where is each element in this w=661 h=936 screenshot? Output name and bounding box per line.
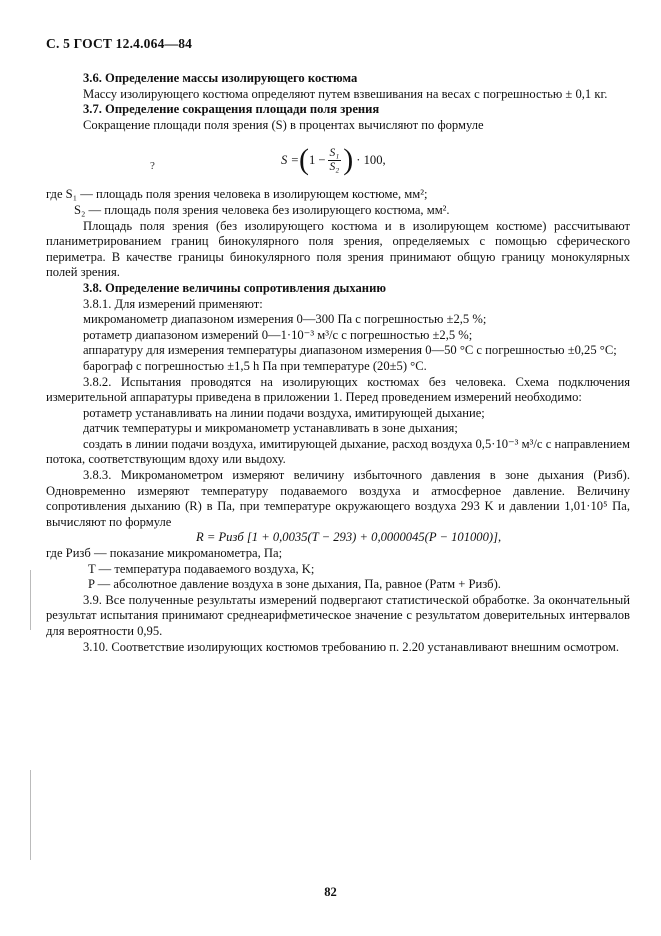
section-3-7-paragraph: Площадь поля зрения (без изолирующего костюма и в изолирующем костюме) рассчитывают планиметрированием границ бинокулярного поля зрения, определяемых с помощью сферического периметра. В качестве границы бинокулярного поля зрения принимают общую границу монокулярных полей зрения. — [46, 218, 630, 280]
formula-lhs: S = — [281, 152, 299, 167]
clause-3-8-1-a: микроманометр диапазоном измерения 0—300 Па с погрешностью ±2,5 %; — [83, 312, 487, 327]
definition-s2: S₂ — площадь поля зрения человека без изолирующего костюма, мм². — [74, 202, 450, 217]
definition-t: T — температура подаваемого воздуха, K; — [88, 561, 315, 576]
definition-s1: где S₁ — площадь поля зрения человека в изолирующем костюме, мм²; — [46, 187, 428, 202]
scan-margin-mark — [30, 570, 31, 630]
field-of-view-formula — [46, 137, 630, 185]
formula-expression — [281, 145, 386, 175]
formula-left-paren: ( — [298, 143, 309, 177]
clause-3-8-1-c: аппаратуру для измерения температуры диапазоном измерения 0—50 °С с погрешностью ±0,25 °С; — [83, 343, 617, 358]
section-3-6-text: Массу изолирующего костюма определяют путем взвешивания на весах с погрешностью ± 0,1 кг. — [83, 86, 608, 101]
resistance-formula: R = Pизб [1 + 0,0035(T − 293) + 0,0000045(P − 101000)], — [196, 530, 502, 545]
section-3-10: 3.10. Соответствие изолирующих костюмов требованию п. 2.20 устанавливают внешним осмотром. — [83, 639, 620, 654]
stray-mark: ? — [150, 160, 155, 173]
formula-fraction — [328, 147, 342, 174]
section-3-7-intro: Сокращение площади поля зрения (S) в процентах вычисляют по формуле — [83, 117, 484, 132]
clause-3-8-2-a: ротаметр устанавливать на линии подачи воздуха, имитирующей дыхание; — [83, 405, 485, 420]
document-body — [46, 71, 630, 655]
clause-3-8-3: 3.8.3. Микроманометром измеряют величину избыточного давления в зоне дыхания (Pизб). Одновременно измеряют температуру подаваемого воздуха и атмосферное давление. Величину сопротивления дыханию (R) в Па, при температуре окружающего воздуха 293 K и давлении 1,01·10⁵ Па, вычисляют по формуле — [46, 468, 630, 529]
formula-right-paren: ) — [343, 143, 354, 177]
page-number: 82 — [324, 885, 337, 899]
clause-3-8-1: 3.8.1. Для измерений применяют: — [83, 296, 263, 311]
formula-tail: · 100, — [356, 152, 386, 167]
clause-3-8-2-b: датчик температуры и микроманометр устанавливать в зоне дыхания; — [83, 421, 458, 436]
scan-margin-mark — [30, 770, 31, 860]
section-3-8-title: 3.8. Определение величины сопротивления дыханию — [83, 280, 386, 295]
page-header: С. 5 ГОСТ 12.4.064—84 — [46, 36, 193, 51]
clause-3-8-2-c: создать в линии подачи воздуха, имитирующей дыхание, расход воздуха 0,5·10⁻³ м³/с с направлением потока, соответствующим вдоху или выдоху. — [46, 436, 630, 467]
formula-one: 1 − — [308, 152, 326, 167]
clause-3-8-1-b: ротаметр диапазоном измерений 0—1·10⁻³ м³/с с погрешностью ±2,5 %; — [83, 327, 473, 342]
fraction-denominator: S₂ — [329, 160, 340, 173]
clause-3-8-2: 3.8.2. Испытания проводятся на изолирующих костюмах без человека. Схема подключения измерительной аппаратуры приведена в приложении 1. Перед проведением измерений необходимо: — [46, 374, 630, 405]
section-3-9: 3.9. Все полученные результаты измерений подвергают статистической обработке. За окончательный результат испытания принимают среднеарифметическое значение с результатом доверительных интервалов для вероятности 0,95. — [46, 592, 630, 638]
definition-p-izb: где Pизб — показание микроманометра, Па; — [46, 546, 283, 561]
fraction-numerator: S₁ — [329, 146, 340, 159]
section-3-6-title: 3.6. Определение массы изолирующего костюма — [83, 71, 358, 85]
section-3-7-title: 3.7. Определение сокращения площади поля зрения — [83, 102, 380, 117]
clause-3-8-1-d: барограф с погрешностью ±1,5 h Па при температуре (20±5) °С. — [83, 358, 427, 373]
definition-p: P — абсолютное давление воздуха в зоне дыхания, Па, равное (Pатм + Pизб). — [88, 577, 501, 592]
